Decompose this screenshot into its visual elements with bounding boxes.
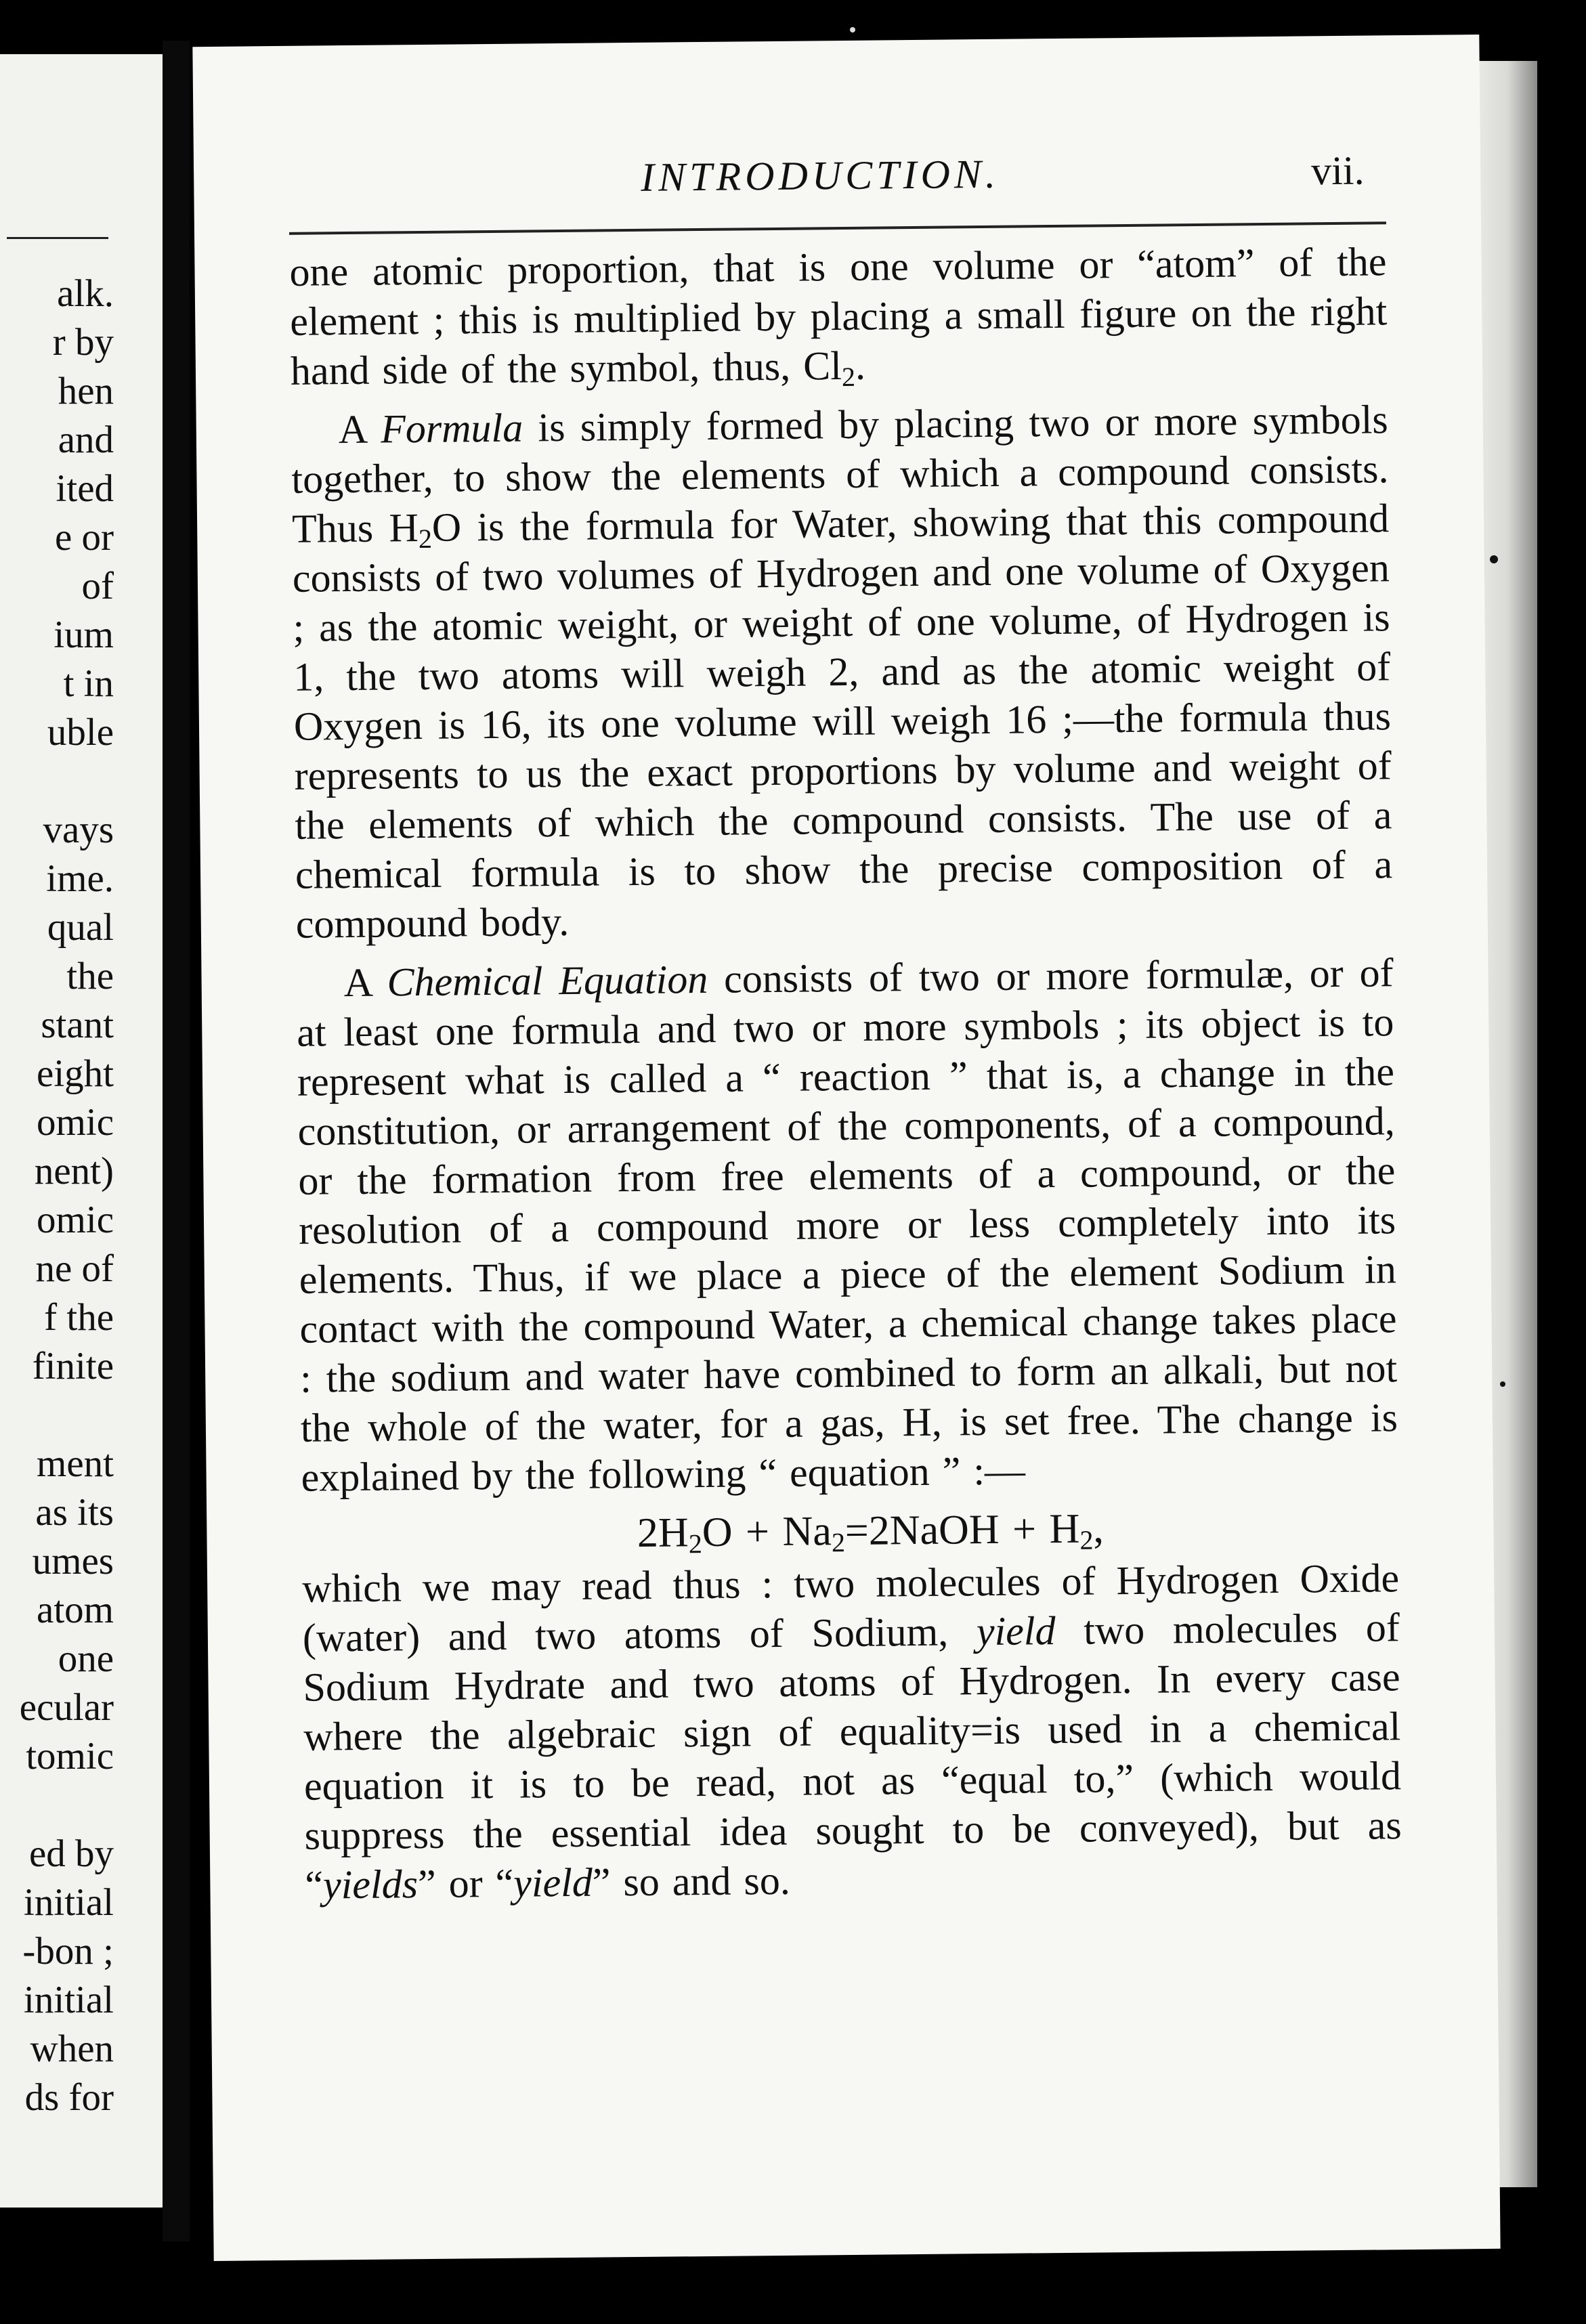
- book-page: [192, 35, 1500, 2261]
- facing-page-line: qual: [47, 906, 114, 949]
- facing-page-line: e or: [54, 516, 114, 559]
- facing-page-line: -bon ;: [22, 1930, 114, 1973]
- term-formula: Formula: [380, 405, 523, 452]
- facing-page-line: omic: [37, 1199, 114, 1241]
- facing-page-line: ne of: [35, 1247, 114, 1290]
- scan-speck: [850, 27, 855, 33]
- book-gutter: [163, 41, 190, 2241]
- facing-page-line: atom: [37, 1589, 114, 1631]
- facing-page-line: [20, 757, 114, 806]
- facing-page-line: t in: [63, 662, 114, 705]
- facing-page-line: ds for: [24, 2076, 114, 2119]
- facing-page-line: hen: [58, 370, 114, 412]
- page-header: [194, 146, 1481, 226]
- facing-page-line: one: [58, 1637, 114, 1680]
- facing-page-line: stant: [41, 1004, 114, 1046]
- facing-page-line: initial: [24, 1881, 114, 1924]
- scan-speck: [1500, 1381, 1505, 1387]
- facing-page-line: when: [30, 2027, 114, 2070]
- scan-speck: [1490, 555, 1498, 563]
- facing-page-text: [20, 270, 114, 2122]
- facing-page-line: alk.: [57, 272, 114, 315]
- facing-page-line: ecular: [19, 1686, 114, 1729]
- facing-page-line: f the: [44, 1296, 114, 1339]
- facing-page-line: the: [66, 955, 114, 997]
- facing-page-line: and: [58, 418, 114, 461]
- body-text: [289, 237, 1402, 1919]
- facing-page-line: [20, 1391, 114, 1440]
- paragraph-chemical-equation: A Chemical Equation consists of two or more formulæ, or of at least one formula and two or more symbols ; its object is to represent what is called a “ reaction ” that is, a change in the constitution, or arrangement of the components, of a compound, or the formation from free elements of a compound, or the resolution of a compound more or less completely into its elements. Thus, if we place a piece of the element Sodium in contact with the compound Water, a chemical change takes place : the sodium and water have combined to form an alkali, but not the whole of the water, for a gas, H, is set free. The change is explained by the following “ equation ” :—: [297, 950, 1398, 1500]
- term-chemical-equation: Chemical Equation: [387, 956, 708, 1005]
- facing-page-line: ment: [37, 1442, 114, 1485]
- facing-page-line: [20, 1781, 114, 1830]
- paragraph-formula: A Formula is simply formed by placing two or more symbols together, to show the elements of which a compound consists. Thus $H_2O$ is the formula for Water, showing that this compound consists of two volumes of Hydrogen and one volume of Oxygen ; as the atomic weight, or weight of one volume, of Hydrogen is 1, the two atoms will weigh 2, and as the atomic weight of Oxygen is 16, its one volume will weigh 16 ;—the formula thus represents to us the exact proportions by volume and weight of the elements of which the compound consists. The use of a chemical formula is to show the precise composition of a compound body.: [291, 397, 1393, 947]
- facing-page-line: ium: [53, 614, 114, 656]
- facing-page-line: omic: [37, 1101, 114, 1144]
- facing-page-line: tomic: [26, 1735, 114, 1778]
- facing-page-line: uble: [47, 711, 114, 754]
- facing-page-line: r by: [52, 321, 114, 364]
- facing-page-line: ited: [56, 467, 114, 510]
- running-title: INTRODUCTION.: [640, 151, 1000, 200]
- facing-page-fragment: [0, 54, 163, 2208]
- facing-page-line: ime.: [46, 857, 114, 900]
- paragraph-symbol-multiplier: one atomic proportion, that is one volume or “atom” of the element ; this is multiplied by placing a small figure on the right hand side of the symbol, thus, $Cl_2$.: [289, 239, 1388, 393]
- page-number: vii.: [1310, 148, 1365, 194]
- facing-page-line: vays: [43, 809, 114, 851]
- facing-page-line: finite: [32, 1345, 114, 1387]
- facing-page-line: ed by: [28, 1832, 114, 1875]
- facing-page-line: of: [81, 565, 114, 607]
- facing-page-line: eight: [37, 1052, 114, 1095]
- facing-page-line: nent): [34, 1150, 114, 1192]
- facing-page-line: as its: [35, 1491, 114, 1534]
- facing-page-line: initial: [24, 1979, 114, 2021]
- paragraph-reading-equation: which we may read thus : two molecules of Hydrogen Oxide (water) and two atoms of Sodium, yield two molecules of Sodium Hydrate and two atoms of Hydrogen. In every case where the algebraic sign of equality=is used in a chemical equation it is to be read, not as “equal to,” (which would suppress the essential idea sought to be conveyed), but as “yields” or “yield” so and so.: [301, 1555, 1402, 1908]
- facing-page-rule: [7, 237, 108, 239]
- facing-page-line: umes: [32, 1540, 114, 1583]
- chemical-equation: $2H_2O$ + $Na_2=2NaOH + H_2$,: [637, 1505, 1105, 1559]
